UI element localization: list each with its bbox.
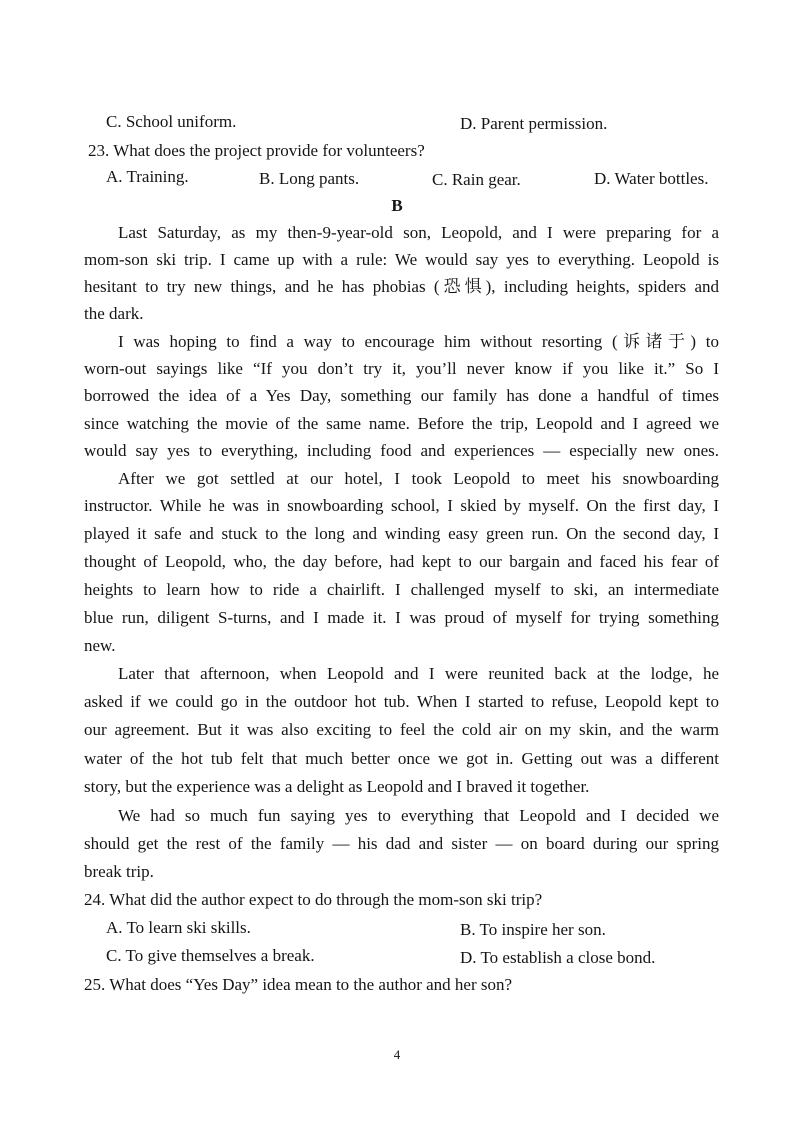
- q23-option-b: B. Long pants.: [259, 169, 360, 188]
- passage-line: water of the hot tub felt that much better once we got in. Getting out was a different: [84, 749, 719, 768]
- q23-stem: 23. What does the project provide for volunteers?: [88, 141, 425, 160]
- passage-line: I was hoping to find a way to encourage him without resorting (诉诸于) to: [118, 332, 719, 351]
- passage-line: should get the rest of the family — his dad and sister — on board during our spring: [84, 834, 719, 853]
- q22-option-c: C. School uniform.: [106, 112, 237, 131]
- q23-option-a: A. Training.: [106, 167, 189, 186]
- passage-line: story, but the experience was a delight as Leopold and I braved it together.: [84, 777, 590, 796]
- passage-line: Last Saturday, as my then-9-year-old son, Leopold, and I were preparing for a: [118, 223, 719, 242]
- passage-line: blue run, diligent S-turns, and I made it. I was proud of myself for trying something: [84, 608, 719, 627]
- q24-option-a: A. To learn ski skills.: [106, 918, 251, 937]
- passage-line: our agreement. But it was also exciting to feel the cold air on my skin, and the warm: [84, 720, 719, 739]
- page-number: 4: [393, 1047, 401, 1062]
- passage-line: since watching the movie of the same name. Before the trip, Leopold and I agreed we: [84, 414, 719, 433]
- passage-line: asked if we could go in the outdoor hot tub. When I started to refuse, Leopold kept to: [84, 692, 719, 711]
- passage-line: instructor. While he was in snowboarding school, I skied by myself. On the first day, I: [84, 496, 719, 515]
- passage-line: break trip.: [84, 862, 154, 881]
- q24-option-d: D. To establish a close bond.: [460, 948, 656, 967]
- passage-line: played it safe and stuck to the long and winding easy green run. On the second day, I: [84, 524, 719, 543]
- passage-line: would say yes to everything, including food and experiences — especially new ones.: [84, 441, 719, 460]
- passage-line: borrowed the idea of a Yes Day, something our family has done a handful of times: [84, 386, 719, 405]
- passage-line: new.: [84, 636, 116, 655]
- passage-line: We had so much fun saying yes to everything that Leopold and I decided we: [118, 806, 719, 825]
- passage-line: thought of Leopold, who, the day before, had kept to our bargain and faced his fear of: [84, 552, 719, 571]
- section-label: B: [391, 196, 403, 215]
- passage-line: worn-out sayings like “If you don’t try it, you’ll never know if you like it.” So I: [84, 359, 719, 378]
- q22-option-d: D. Parent permission.: [460, 114, 608, 133]
- passage-line: mom-son ski trip. I came up with a rule: We would say yes to everything. Leopold is: [84, 250, 719, 269]
- passage-line: heights to learn how to ride a chairlift. I challenged myself to ski, an intermediate: [84, 580, 719, 599]
- q25-stem: 25. What does “Yes Day” idea mean to the author and her son?: [84, 975, 513, 994]
- q23-option-d: D. Water bottles.: [594, 169, 709, 188]
- q24-stem: 24. What did the author expect to do through the mom-son ski trip?: [84, 890, 543, 909]
- q24-option-c: C. To give themselves a break.: [106, 946, 315, 965]
- passage-line: Later that afternoon, when Leopold and I were reunited back at the lodge, he: [118, 664, 719, 683]
- q24-option-b: B. To inspire her son.: [460, 920, 606, 939]
- passage-line: the dark.: [84, 304, 144, 323]
- passage-line: hesitant to try new things, and he has phobias (恐惧), including heights, spiders and: [84, 277, 719, 296]
- q23-option-c: C. Rain gear.: [432, 170, 521, 189]
- passage-line: After we got settled at our hotel, I took Leopold to meet his snowboarding: [118, 469, 719, 488]
